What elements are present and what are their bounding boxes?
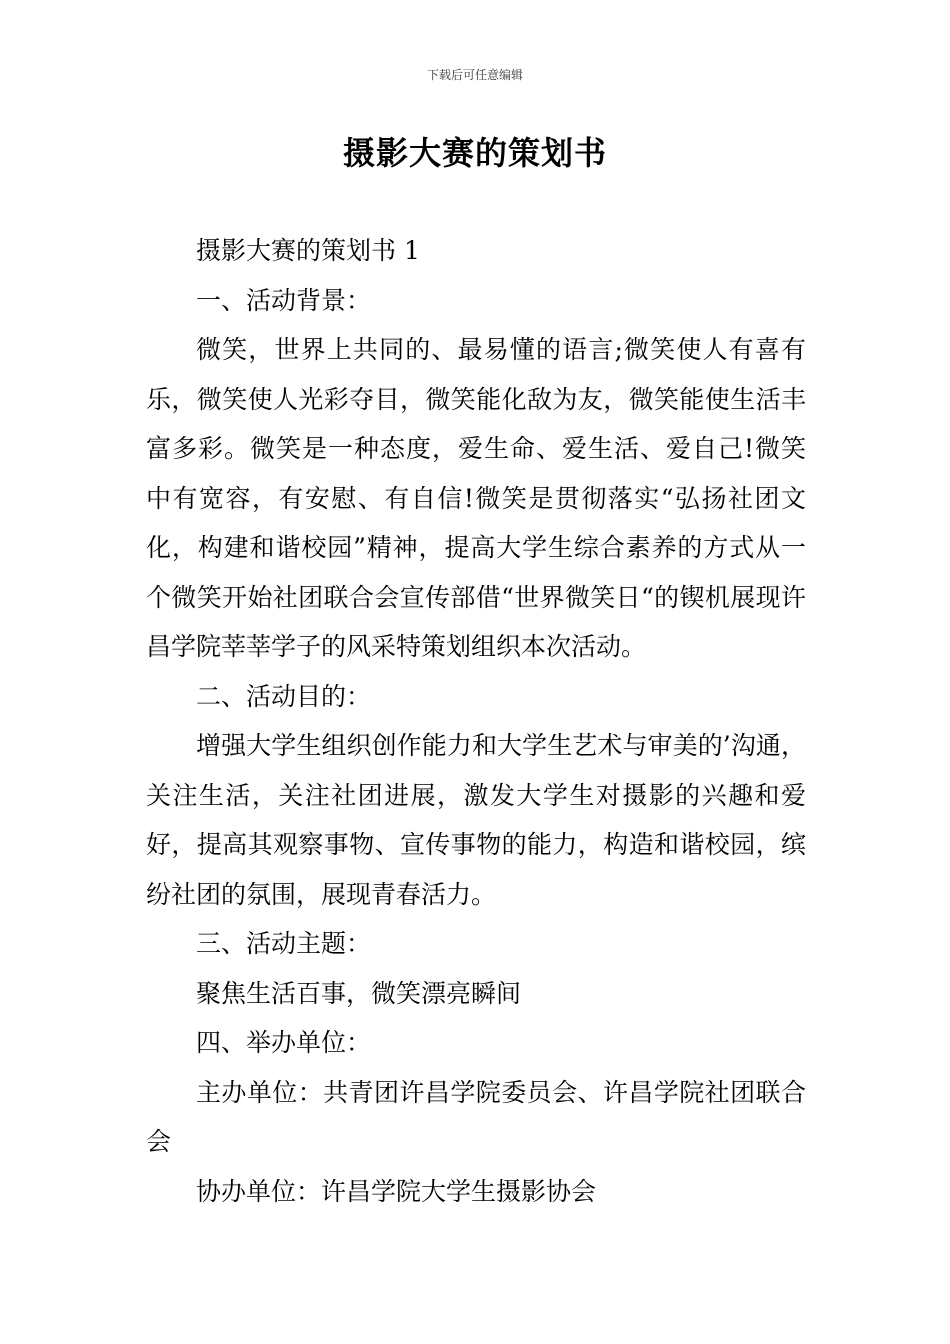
paragraph-host-units: 主办单位：共青团许昌学院委员会、许昌学院社团联合会 — [146, 1077, 806, 1156]
section-heading-background: 一、活动背景： — [196, 285, 372, 315]
section-heading-purpose: 二、活动目的： — [196, 681, 372, 711]
document-body — [146, 226, 806, 1216]
paragraph-theme: 聚焦生活百事，微笑漂亮瞬间 — [196, 978, 522, 1008]
paragraph-co-organizer: 协办单位：许昌学院大学生摄影协会 — [196, 1176, 597, 1206]
paragraph-background: 微笑，世界上共同的、最易懂的语言;微笑使人有喜有乐，微笑使人光彩夺目，微笑能化敌为友，微笑能使生活丰富多彩。微笑是一种态度，爱生命、爱生活、爱自己!微笑中有宽容，有安慰、有自信!微笑是贯彻落实“弘扬社团文化，构建和谐校园”精神，提高大学生综合素养的方式从一个微笑开始社团联合会宣传部借“世界微笑日“的锲机展现许昌学院莘莘学子的风采特策划组织本次活动。 — [146, 335, 806, 661]
section-heading-organizers: 四、举办单位： — [196, 1028, 372, 1057]
section-heading-plan-1: 摄影大赛的策划书 1 — [196, 236, 420, 265]
document-title: 摄影大赛的策划书 — [342, 134, 607, 172]
page-header-note: 下载后可任意编辑 — [426, 68, 523, 82]
paragraph-purpose: 增强大学生组织创作能力和大学生艺术与审美的’沟通，关注生活，关注社团进展，激发大学生对摄影的兴趣和爱好，提高其观察事物、宣传事物的能力，构造和谐校园，缤纷社团的氛围，展现青春活力。 — [146, 731, 806, 909]
section-heading-theme: 三、活动主题： — [196, 929, 372, 958]
